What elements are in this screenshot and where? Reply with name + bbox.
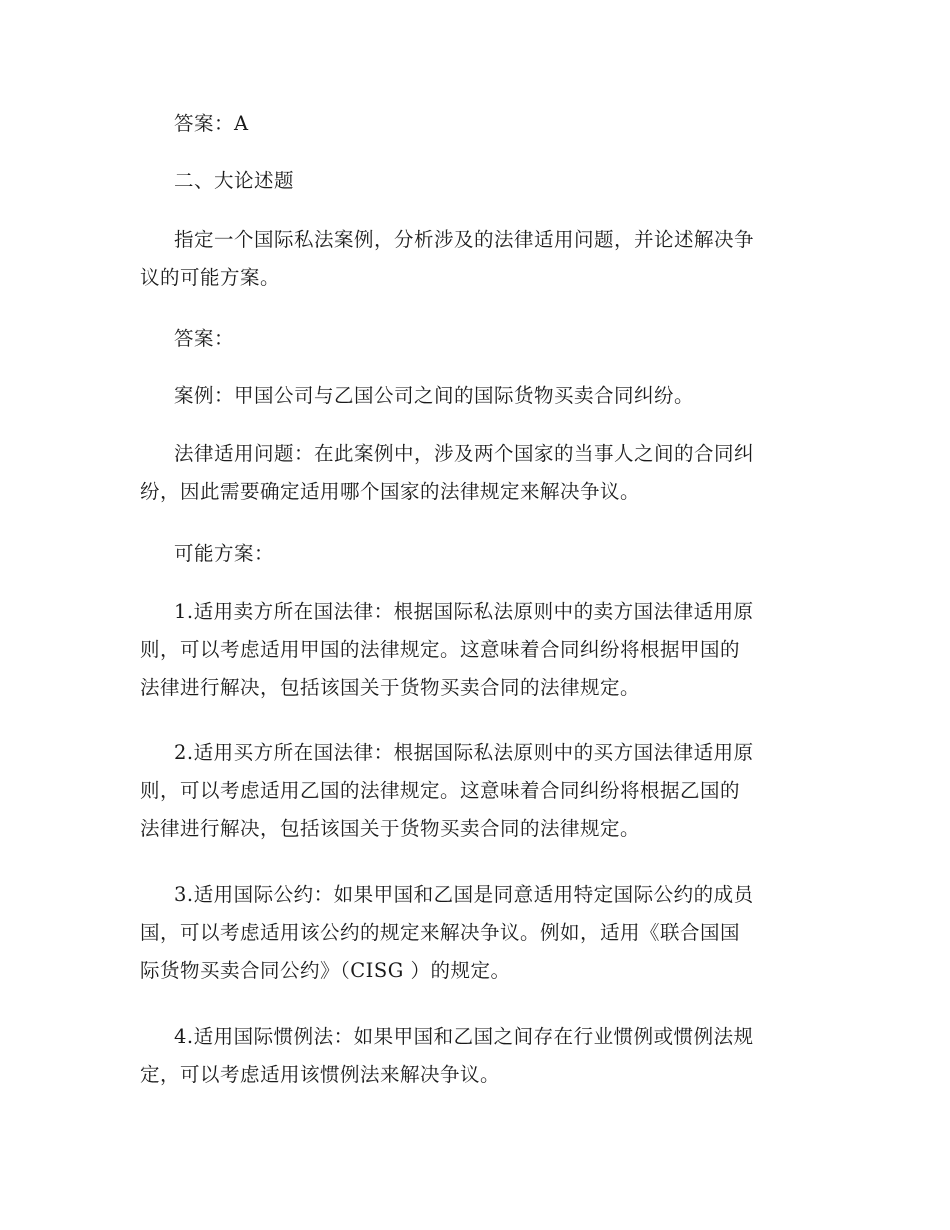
- case-text: 案例：甲国公司与乙国公司之间的国际货物买卖合同纠纷。: [174, 384, 695, 407]
- case-paragraph: [140, 377, 820, 415]
- options-label-paragraph: [140, 535, 820, 573]
- option-3-line-3: 际货物买卖合同公约》（CISG ）的规定。: [140, 959, 511, 982]
- option-1-line-1: 1.适用卖方所在国法律：根据国际私法原则中的卖方国法律适用原: [174, 600, 754, 623]
- section-heading: [140, 162, 820, 200]
- option-2-line-2: 则，可以考虑适用乙国的法律规定。这意味着合同纠纷将根据乙国的: [140, 779, 741, 802]
- option-2-line-1: 2.适用买方所在国法律：根据国际私法原则中的买方国法律适用原: [174, 741, 754, 764]
- answer-label-paragraph: [140, 320, 820, 358]
- option-4-line-1: 4.适用国际惯例法：如果甲国和乙国之间存在行业惯例或惯例法规: [174, 1025, 754, 1048]
- answer-a-text: 答案：A: [174, 112, 249, 135]
- option-4-line-2: 定，可以考虑适用该惯例法来解决争议。: [140, 1063, 501, 1086]
- option-1-line-2: 则，可以考虑适用甲国的法律规定。这意味着合同纠纷将根据甲国的: [140, 638, 741, 661]
- answer-label-text: 答案：: [174, 327, 235, 350]
- option-4-paragraph: [140, 1018, 820, 1094]
- option-1-paragraph: [140, 593, 820, 707]
- option-2-line-3: 法律进行解决，包括该国关于货物买卖合同的法律规定。: [140, 817, 641, 840]
- issue-line-1: 法律适用问题：在此案例中，涉及两个国家的当事人之间的合同纠: [174, 442, 755, 465]
- option-1-line-3: 法律进行解决，包括该国关于货物买卖合同的法律规定。: [140, 676, 641, 699]
- question-line-2: 议的可能方案。: [140, 266, 281, 289]
- option-3-line-2: 国，可以考虑适用该公约的规定来解决争议。例如，适用《联合国国: [140, 921, 741, 944]
- section-heading-text: 二、大论述题: [174, 169, 295, 192]
- options-label-text: 可能方案：: [174, 542, 275, 565]
- option-3-paragraph: [140, 876, 820, 990]
- option-2-paragraph: [140, 734, 820, 848]
- answer-a-paragraph: [140, 105, 820, 143]
- question-line-1: 指定一个国际私法案例，分析涉及的法律适用问题，并论述解决争: [174, 228, 755, 251]
- question-paragraph: [140, 221, 820, 297]
- issue-paragraph: [140, 435, 820, 511]
- option-3-line-1: 3.适用国际公约：如果甲国和乙国是同意适用特定国际公约的成员: [174, 883, 754, 906]
- issue-line-2: 纷，因此需要确定适用哪个国家的法律规定来解决争议。: [140, 480, 641, 503]
